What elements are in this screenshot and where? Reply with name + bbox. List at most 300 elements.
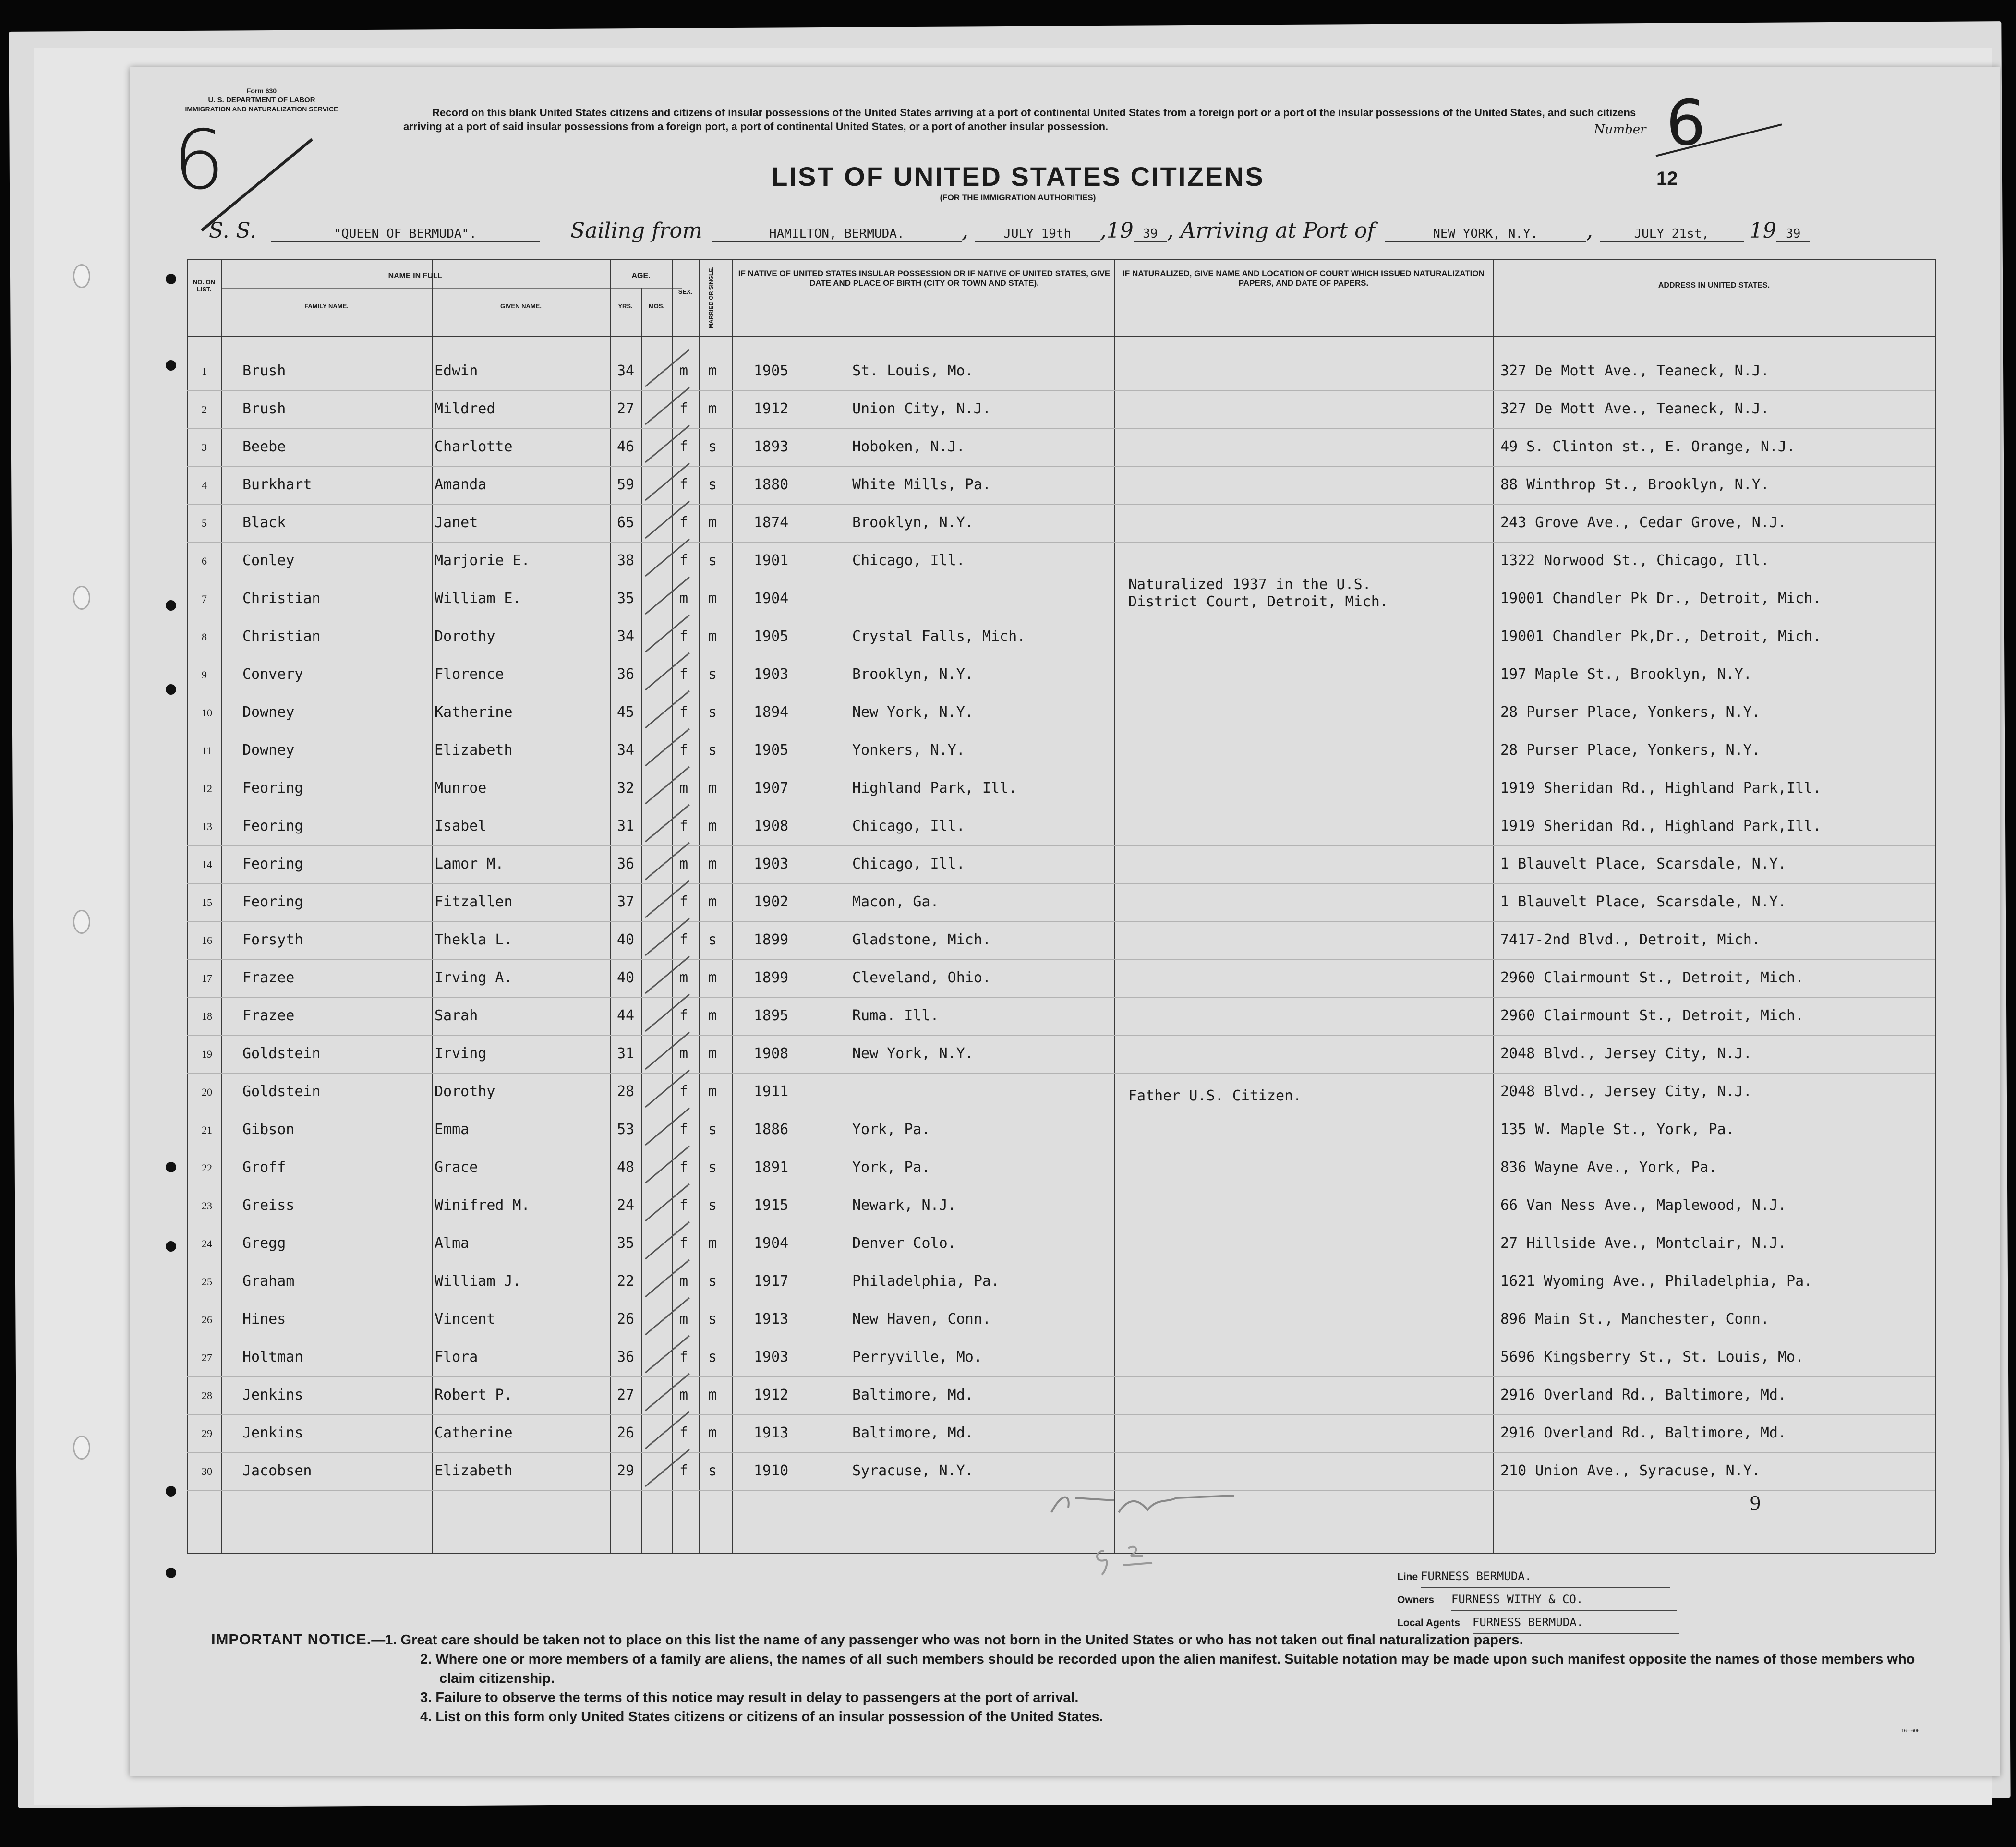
given-name: Emma [435, 1121, 470, 1138]
marital-status: s [708, 742, 717, 759]
arrival-year: 39 [1776, 227, 1810, 242]
us-address: 2048 Blvd., Jersey City, N.J. [1500, 1045, 1752, 1062]
header-given-name: GIVEN NAME. [500, 302, 542, 310]
given-name: Alma [435, 1235, 470, 1252]
birth-year: 1903 [754, 666, 789, 683]
family-name: Feoring [242, 818, 303, 834]
service-name: IMMIGRATION AND NATURALIZATION SERVICE [185, 105, 338, 113]
table-row [130, 628, 2000, 665]
sex: f [679, 1007, 688, 1024]
birth-year: 1893 [754, 438, 789, 455]
us-address: 327 De Mott Ave., Teaneck, N.J. [1500, 362, 1769, 379]
row-number: 17 [202, 972, 212, 984]
age-years: 26 [617, 1424, 635, 1441]
family-name: Gregg [242, 1235, 286, 1252]
table-row [130, 438, 2000, 476]
table-row [130, 1045, 2000, 1083]
given-name: Winifred M. [435, 1197, 530, 1214]
given-name: Janet [435, 514, 478, 531]
table-row [130, 931, 2000, 969]
row-number: 1 [202, 365, 207, 377]
age-years: 26 [617, 1311, 635, 1328]
row-rule [187, 959, 1935, 960]
family-name: Forsyth [242, 931, 303, 948]
birth-place: Chicago, Ill. [852, 856, 965, 872]
table-bottom-border [187, 1553, 1935, 1554]
sex: f [679, 893, 688, 910]
marital-status: m [708, 818, 717, 834]
age-years: 36 [617, 856, 635, 872]
marital-status: m [708, 628, 717, 645]
marital-status: s [708, 1349, 717, 1365]
age-years: 34 [617, 742, 635, 759]
row-rule [187, 883, 1935, 884]
number-label: Number [1594, 122, 1646, 137]
birth-year: 1905 [754, 628, 789, 645]
departure-date: JULY 19th [975, 227, 1100, 242]
table-row [130, 1311, 2000, 1348]
name-header-divider [221, 288, 682, 289]
birth-place: Syracuse, N.Y. [852, 1462, 974, 1479]
us-address: 19001 Chandler Pk Dr., Detroit, Mich. [1500, 590, 1822, 607]
family-name: Goldstein [242, 1045, 321, 1062]
birth-place: York, Pa. [852, 1159, 930, 1176]
us-address: 2960 Clairmount St., Detroit, Mich. [1500, 969, 1804, 986]
family-name: Beebe [242, 438, 286, 455]
table-row [130, 400, 2000, 438]
given-name: Munroe [435, 780, 487, 797]
row-number: 13 [202, 821, 212, 833]
header-age: AGE. [631, 272, 651, 280]
header-bottom-border [187, 336, 1935, 337]
form-number: Form 630 [246, 87, 277, 95]
us-address: 49 S. Clinton st., E. Orange, N.J. [1500, 438, 1796, 455]
sex: f [679, 1235, 688, 1252]
age-years: 40 [617, 969, 635, 986]
us-address: 896 Main St., Manchester, Conn. [1500, 1311, 1769, 1328]
given-name: Grace [435, 1159, 478, 1176]
table-row [130, 1121, 2000, 1159]
line-label: Line [1397, 1571, 1418, 1582]
marital-status: s [708, 1159, 717, 1176]
agents-value: FURNESS BERMUDA. [1473, 1611, 1679, 1634]
handwritten-initials [1042, 1488, 1243, 1517]
age-years: 27 [617, 1387, 635, 1403]
table-row [130, 893, 2000, 931]
marital-status: m [708, 1083, 717, 1100]
sex: f [679, 931, 688, 948]
row-number: 26 [202, 1314, 212, 1326]
page-subtitle: (FOR THE IMMIGRATION AUTHORITIES) [940, 193, 1096, 202]
row-number: 11 [202, 745, 212, 757]
us-address: 1 Blauvelt Place, Scarsdale, N.Y. [1500, 893, 1787, 910]
birth-place: Macon, Ga. [852, 893, 939, 910]
marital-status: s [708, 666, 717, 683]
sex: f [679, 1462, 688, 1479]
owners-label: Owners [1397, 1594, 1435, 1606]
birth-place: Philadelphia, Pa. [852, 1273, 1000, 1290]
family-name: Burkhart [242, 476, 312, 493]
sex: f [679, 1197, 688, 1214]
row-number: 25 [202, 1276, 212, 1288]
marital-status: m [708, 893, 717, 910]
age-years: 34 [617, 362, 635, 379]
marital-status: s [708, 704, 717, 721]
page-count: 9 [1750, 1491, 1761, 1515]
birth-place: Cleveland, Ohio. [852, 969, 991, 986]
row-number: 3 [202, 441, 207, 453]
us-address: 327 De Mott Ave., Teaneck, N.J. [1500, 400, 1769, 417]
marital-status: m [708, 1045, 717, 1062]
us-address: 1621 Wyoming Ave., Philadelphia, Pa. [1500, 1273, 1813, 1290]
sex: f [679, 438, 688, 455]
header-family-name: FAMILY NAME. [304, 302, 349, 310]
record-instructions: Record on this blank United States citizens and citizens of insular possessions of the United States arriving at a port of continental United States from a foreign port or a port of the insular possessions of the United States, and such citizens arriving at a port of said insular possessions from a foreign port, a port of continental United States, or a port of another insular possession. [403, 107, 1636, 133]
birth-year: 1899 [754, 969, 789, 986]
birth-year: 1912 [754, 1387, 789, 1403]
table-row [130, 1273, 2000, 1310]
row-rule [187, 390, 1935, 391]
header-naturalization: IF NATURALIZED, GIVE NAME AND LOCATION OF COURT WHICH ISSUED NATURALIZATION PAPERS, AND DATE OF PAPERS. [1123, 269, 1485, 288]
birth-year: 1904 [754, 590, 789, 607]
sailing-label: Sailing from [570, 218, 702, 243]
birth-place: Yonkers, N.Y. [852, 742, 965, 759]
birth-year: 1908 [754, 1045, 789, 1062]
naturalization-note-line: Naturalized 1937 in the U.S. [1128, 576, 1371, 593]
birth-place: Highland Park, Ill. [852, 780, 1017, 797]
given-name: Vincent [435, 1311, 495, 1328]
sex: f [679, 1349, 688, 1365]
header-address: ADDRESS IN UNITED STATES. [1658, 281, 1770, 290]
form-identifier [149, 86, 374, 114]
us-address: 5696 Kingsberry St., St. Louis, Mo. [1500, 1349, 1804, 1365]
birth-year: 1901 [754, 552, 789, 569]
table-row [130, 666, 2000, 703]
family-name: Holtman [242, 1349, 303, 1365]
age-years: 53 [617, 1121, 635, 1138]
row-rule [187, 921, 1935, 922]
us-address: 7417-2nd Blvd., Detroit, Mich. [1500, 931, 1761, 948]
birth-year: 1874 [754, 514, 789, 531]
given-name: Elizabeth [435, 1462, 513, 1479]
row-rule [187, 1376, 1935, 1377]
table-row [130, 742, 2000, 779]
row-number: 5 [202, 517, 207, 529]
row-rule [187, 466, 1935, 467]
birth-year: 1902 [754, 893, 789, 910]
given-name: Elizabeth [435, 742, 513, 759]
binder-hole [73, 1436, 90, 1460]
sex: m [679, 1273, 688, 1290]
notice-item: 2. Where one or more members of a family are aliens, the names of all such members should be recorded upon the alien manifest. Suitable notation may be made upon such manifest opposite the names of those members who claim citizenship. [420, 1652, 1915, 1686]
birth-year: 1903 [754, 856, 789, 872]
marital-status: m [708, 590, 717, 607]
age-years: 40 [617, 931, 635, 948]
us-address: 1919 Sheridan Rd., Highland Park,Ill. [1500, 818, 1822, 834]
birth-year: 1907 [754, 780, 789, 797]
birth-place: Chicago, Ill. [852, 552, 965, 569]
row-number: 4 [202, 479, 207, 491]
sex: m [679, 590, 688, 607]
age-years: 32 [617, 780, 635, 797]
birth-place: Chicago, Ill. [852, 818, 965, 834]
us-address: 836 Wayne Ave., York, Pa. [1500, 1159, 1717, 1176]
notice-item: 3. Failure to observe the terms of this notice may result in delay to passengers at the port of arrival. [420, 1690, 1079, 1705]
department-name: U. S. DEPARTMENT OF LABOR [208, 96, 315, 104]
marital-status: m [708, 362, 717, 379]
birth-year: 1904 [754, 1235, 789, 1252]
punch-hole [166, 1568, 176, 1578]
given-name: William J. [435, 1273, 521, 1290]
family-name: Convery [242, 666, 303, 683]
header-years: YRS. [618, 302, 633, 310]
family-name: Black [242, 514, 286, 531]
sex: m [679, 362, 688, 379]
owners-value: FURNESS WITHY & CO. [1451, 1588, 1677, 1611]
given-name: Sarah [435, 1007, 478, 1024]
us-address: 2916 Overland Rd., Baltimore, Md. [1500, 1424, 1787, 1441]
family-name: Feoring [242, 893, 303, 910]
age-years: 31 [617, 1045, 635, 1062]
father-citizen-note: Father U.S. Citizen. [1128, 1087, 1302, 1104]
birth-year: 1886 [754, 1121, 789, 1138]
birth-year: 1913 [754, 1424, 789, 1441]
birth-year: 1912 [754, 400, 789, 417]
birth-year: 1910 [754, 1462, 789, 1479]
manifest-page [130, 67, 2000, 1776]
year-prefix: 19 [1106, 218, 1134, 243]
us-address: 2048 Blvd., Jersey City, N.J. [1500, 1083, 1752, 1100]
row-number: 14 [202, 858, 212, 870]
marital-status: s [708, 1121, 717, 1138]
sex: f [679, 628, 688, 645]
marital-status: s [708, 476, 717, 493]
row-number: 12 [202, 783, 212, 795]
us-address: 88 Winthrop St., Brooklyn, N.Y. [1500, 476, 1769, 493]
binder-hole [73, 910, 90, 934]
birth-place: New York, N.Y. [852, 704, 974, 721]
table-row [130, 514, 2000, 552]
header-months: MOS. [648, 302, 665, 310]
birth-year: 1899 [754, 931, 789, 948]
row-number: 16 [202, 934, 212, 946]
table-row [130, 1235, 2000, 1272]
us-address: 27 Hillside Ave., Montclair, N.J. [1500, 1235, 1787, 1252]
row-number: 21 [202, 1124, 212, 1136]
punch-hole [166, 274, 176, 284]
age-years: 45 [617, 704, 635, 721]
birth-year: 1915 [754, 1197, 789, 1214]
age-years: 35 [617, 590, 635, 607]
birth-year: 1891 [754, 1159, 789, 1176]
naturalization-note-line: District Court, Detroit, Mich. [1128, 593, 1388, 610]
family-name: Jenkins [242, 1424, 303, 1441]
birth-place: Brooklyn, N.Y. [852, 666, 974, 683]
birth-year: 1880 [754, 476, 789, 493]
family-name: Downey [242, 704, 295, 721]
given-name: Edwin [435, 362, 478, 379]
age-years: 59 [617, 476, 635, 493]
age-years: 48 [617, 1159, 635, 1176]
birth-place: New Haven, Conn. [852, 1311, 991, 1328]
sex: f [679, 1159, 688, 1176]
marital-status: m [708, 1424, 717, 1441]
age-years: 35 [617, 1235, 635, 1252]
header-sex: SEX. [678, 288, 693, 295]
corner-number-mark: 6 [173, 113, 225, 208]
marital-status: s [708, 931, 717, 948]
table-row [130, 818, 2000, 855]
given-name: Irving A. [435, 969, 513, 986]
arrival-port: NEW YORK, N.Y. [1385, 227, 1586, 242]
notice-item [211, 1630, 1940, 1650]
age-years: 38 [617, 552, 635, 569]
sex: m [679, 780, 688, 797]
age-years: 28 [617, 1083, 635, 1100]
row-rule [187, 997, 1935, 998]
birth-year: 1895 [754, 1007, 789, 1024]
marital-status: m [708, 400, 717, 417]
age-years: 22 [617, 1273, 635, 1290]
family-name: Feoring [242, 780, 303, 797]
form-code: 16—606 [1901, 1728, 1919, 1734]
table-row [130, 1349, 2000, 1386]
header-no-on-list: NO. ON LIST. [193, 278, 216, 293]
ss-label: S. S. [209, 218, 257, 243]
row-number: 23 [202, 1200, 212, 1212]
birth-place: Union City, N.J. [852, 400, 991, 417]
birth-place: Perryville, Mo. [852, 1349, 982, 1365]
birth-year: 1905 [754, 742, 789, 759]
sex: f [679, 1121, 688, 1138]
marital-status: m [708, 1235, 717, 1252]
age-years: 36 [617, 666, 635, 683]
given-name: Isabel [435, 818, 487, 834]
row-number: 2 [202, 403, 207, 415]
birth-place: St. Louis, Mo. [852, 362, 974, 379]
notice-text: —1. Great care should be taken not to place on this list the name of any passenger who was not born in the United States or who has not taken out final naturalization papers. [371, 1632, 1523, 1648]
us-address: 28 Purser Place, Yonkers, N.Y. [1500, 742, 1761, 759]
marital-status: m [708, 1007, 717, 1024]
table-row [130, 590, 2000, 628]
binder-hole [73, 264, 90, 288]
table-row [130, 1007, 2000, 1045]
sex: f [679, 476, 688, 493]
family-name: Brush [242, 400, 286, 417]
age-years: 34 [617, 628, 635, 645]
given-name: Katherine [435, 704, 513, 721]
us-address: 66 Van Ness Ave., Maplewood, N.J. [1500, 1197, 1787, 1214]
given-name: Robert P. [435, 1387, 513, 1403]
given-name: Charlotte [435, 438, 513, 455]
age-years: 36 [617, 1349, 635, 1365]
row-number: 18 [202, 1010, 212, 1022]
family-name: Jenkins [242, 1387, 303, 1403]
given-name: Lamor M. [435, 856, 504, 872]
family-name: Feoring [242, 856, 303, 872]
family-name: Christian [242, 628, 321, 645]
row-rule [187, 428, 1935, 429]
marital-status: m [708, 969, 717, 986]
age-years: 31 [617, 818, 635, 834]
given-name: Fitzallen [435, 893, 513, 910]
row-number: 24 [202, 1238, 212, 1250]
given-name: Thekla L. [435, 931, 513, 948]
sex: f [679, 1424, 688, 1441]
family-name: Graham [242, 1273, 295, 1290]
sex: f [679, 704, 688, 721]
given-name: Dorothy [435, 1083, 495, 1100]
marital-status: m [708, 780, 717, 797]
family-name: Gibson [242, 1121, 295, 1138]
table-row [130, 362, 2000, 400]
marital-status: s [708, 1462, 717, 1479]
family-name: Groff [242, 1159, 286, 1176]
table-row [130, 1197, 2000, 1234]
row-rule [187, 1414, 1935, 1415]
us-address: 1322 Norwood St., Chicago, Ill. [1500, 552, 1769, 569]
given-name: Marjorie E. [435, 552, 530, 569]
family-name: Frazee [242, 969, 295, 986]
row-rule [187, 504, 1935, 505]
header-birth-place: IF NATIVE OF UNITED STATES INSULAR POSSESSION OR IF NATIVE OF UNITED STATES, GIVE DATE AND PLACE OF BIRTH (CITY OR TOWN AND STATE). [738, 269, 1111, 288]
arriving-label: Arriving at Port of [1180, 218, 1375, 243]
sex: m [679, 1045, 688, 1062]
birth-place: Newark, N.J. [852, 1197, 956, 1214]
row-rule [187, 542, 1935, 543]
birth-place: Hoboken, N.J. [852, 438, 965, 455]
age-years: 46 [617, 438, 635, 455]
table-row [130, 1083, 2000, 1121]
row-number: 19 [202, 1048, 212, 1060]
row-number: 9 [202, 669, 207, 681]
given-name: Florence [435, 666, 504, 683]
sex: m [679, 856, 688, 872]
table-top-border [187, 259, 1935, 260]
us-address: 28 Purser Place, Yonkers, N.Y. [1500, 704, 1761, 721]
page-title: LIST OF UNITED STATES CITIZENS [771, 161, 1265, 192]
notice-item: 4. List on this form only United States citizens or citizens of an insular possession of the United States. [420, 1709, 1103, 1725]
given-name: Mildred [435, 400, 495, 417]
table-row [130, 1159, 2000, 1196]
departure-port: HAMILTON, BERMUDA. [712, 227, 962, 242]
birth-place: White Mills, Pa. [852, 476, 991, 493]
us-address: 19001 Chandler Pk,Dr., Detroit, Mich. [1500, 628, 1822, 645]
marital-status: s [708, 1273, 717, 1290]
marital-status: m [708, 514, 717, 531]
sex: f [679, 514, 688, 531]
sex: f [679, 818, 688, 834]
table-row [130, 856, 2000, 893]
birth-place: Crystal Falls, Mich. [852, 628, 1026, 645]
arrival-date: JULY 21st, [1600, 227, 1744, 242]
birth-place: Ruma. Ill. [852, 1007, 939, 1024]
us-address: 1919 Sheridan Rd., Highland Park,Ill. [1500, 780, 1822, 797]
birth-year: 1905 [754, 362, 789, 379]
row-number: 27 [202, 1352, 212, 1364]
sex: f [679, 742, 688, 759]
given-name: Flora [435, 1349, 478, 1365]
family-name: Greiss [242, 1197, 295, 1214]
given-name: Dorothy [435, 628, 495, 645]
sex: f [679, 400, 688, 417]
row-number: 20 [202, 1086, 212, 1098]
sex: m [679, 1387, 688, 1403]
row-number: 10 [202, 707, 212, 719]
age-years: 29 [617, 1462, 635, 1479]
sex: m [679, 969, 688, 986]
table-row [130, 780, 2000, 817]
